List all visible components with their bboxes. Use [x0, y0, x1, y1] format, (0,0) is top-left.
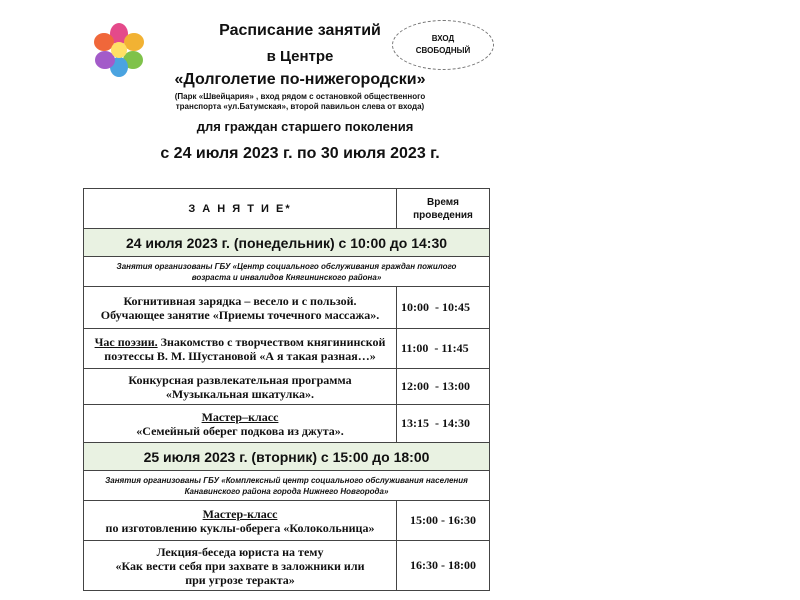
activity-line: Конкурсная развлекательная программа	[128, 372, 352, 387]
activity-name	[84, 329, 397, 369]
activity-line: «Семейный оберег подкова из джута».	[136, 423, 344, 438]
activity-time: 11:00 - 11:45	[397, 329, 490, 369]
audience-label: для граждан старшего поколения	[196, 119, 414, 134]
flower-logo-icon	[89, 20, 149, 80]
table-header-row	[84, 189, 490, 229]
activity-line: «Музыкальная шкатулка».	[165, 386, 315, 401]
table-row	[84, 329, 490, 369]
table-row	[84, 541, 490, 591]
activity-time: 13:15 - 14:30	[397, 405, 490, 443]
header-activity: З А Н Я Т И Е*	[84, 189, 397, 229]
activity-line: Лекция-беседа юриста на тему	[156, 544, 324, 559]
activity-prefix: Час поэзии.	[94, 334, 158, 349]
address-note	[160, 92, 440, 112]
activity-line: поэтессы В. М. Шустановой «А я такая разная…»	[104, 348, 376, 363]
page-subtitle-center: в Центре	[266, 48, 334, 65]
activity-text: Знакомство с творчеством княгининской	[157, 334, 386, 349]
table-row	[84, 287, 490, 329]
free-entry-badge	[392, 20, 494, 70]
center-logo	[89, 20, 149, 80]
activity-time: 15:00 - 16:30	[397, 501, 490, 541]
address-line: (Парк «Швейцария» , вход рядом с остановкой общественного	[174, 92, 426, 101]
header-time-line: Время	[427, 196, 459, 208]
organizer-row	[84, 471, 490, 501]
schedule-table	[83, 188, 490, 591]
entry-line: СВОБОДНЫЙ	[415, 46, 471, 55]
center-name: «Долголетие по-нижегородски»	[174, 71, 426, 88]
organizer-line: Занятия организованы ГБУ «Центр социального обслуживания граждан пожилого	[116, 261, 457, 271]
organizer-row	[84, 257, 490, 287]
activity-name	[84, 501, 397, 541]
organizer-note	[84, 471, 490, 501]
activity-line: Обучающее занятие «Приемы точечного массажа».	[100, 307, 380, 322]
activity-time: 12:00 - 13:00	[397, 369, 490, 405]
table-row	[84, 501, 490, 541]
address-line: транспорта «ул.Батумская», второй павильон слева от входа)	[175, 102, 425, 111]
day-title: 25 июля 2023 г. (вторник) с 15:00 до 18:00	[84, 443, 490, 471]
activity-line: Мастер-класс	[202, 506, 278, 521]
organizer-line: Занятия организованы ГБУ «Комплексный центр социального обслуживания населения	[105, 475, 468, 485]
activity-time: 10:00 - 10:45	[397, 287, 490, 329]
header-time	[397, 189, 490, 229]
day-title: 24 июля 2023 г. (понедельник) с 10:00 до 14:30	[84, 229, 490, 257]
activity-line: Мастер–класс	[201, 409, 279, 424]
activity-line	[88, 335, 392, 349]
header-time-line: проведения	[413, 209, 473, 221]
day-row	[84, 443, 490, 471]
activity-line: Когнитивная зарядка – весело и с пользой.	[123, 293, 357, 308]
activity-time: 16:30 - 18:00	[397, 541, 490, 591]
organizer-line: Канавинского района города Нижнего Новгорода»	[184, 486, 389, 496]
activity-name	[84, 369, 397, 405]
activity-name	[84, 405, 397, 443]
activity-line: по изготовлению куклы-оберега «Колокольница»	[105, 520, 375, 535]
table-row	[84, 405, 490, 443]
activity-line: при угрозе теракта»	[185, 572, 295, 587]
page-title: Расписание занятий	[219, 22, 381, 39]
day-row	[84, 229, 490, 257]
activity-name	[84, 541, 397, 591]
organizer-line: возраста и инвалидов Княгининского района»	[191, 272, 382, 282]
activity-line: «Как вести себя при захвате в заложники или	[115, 558, 365, 573]
date-range: с 24 июля 2023 г. по 30 июля 2023 г.	[160, 145, 440, 162]
activity-name	[84, 287, 397, 329]
table-row	[84, 369, 490, 405]
organizer-note	[84, 257, 490, 287]
entry-line: ВХОД	[431, 34, 455, 43]
